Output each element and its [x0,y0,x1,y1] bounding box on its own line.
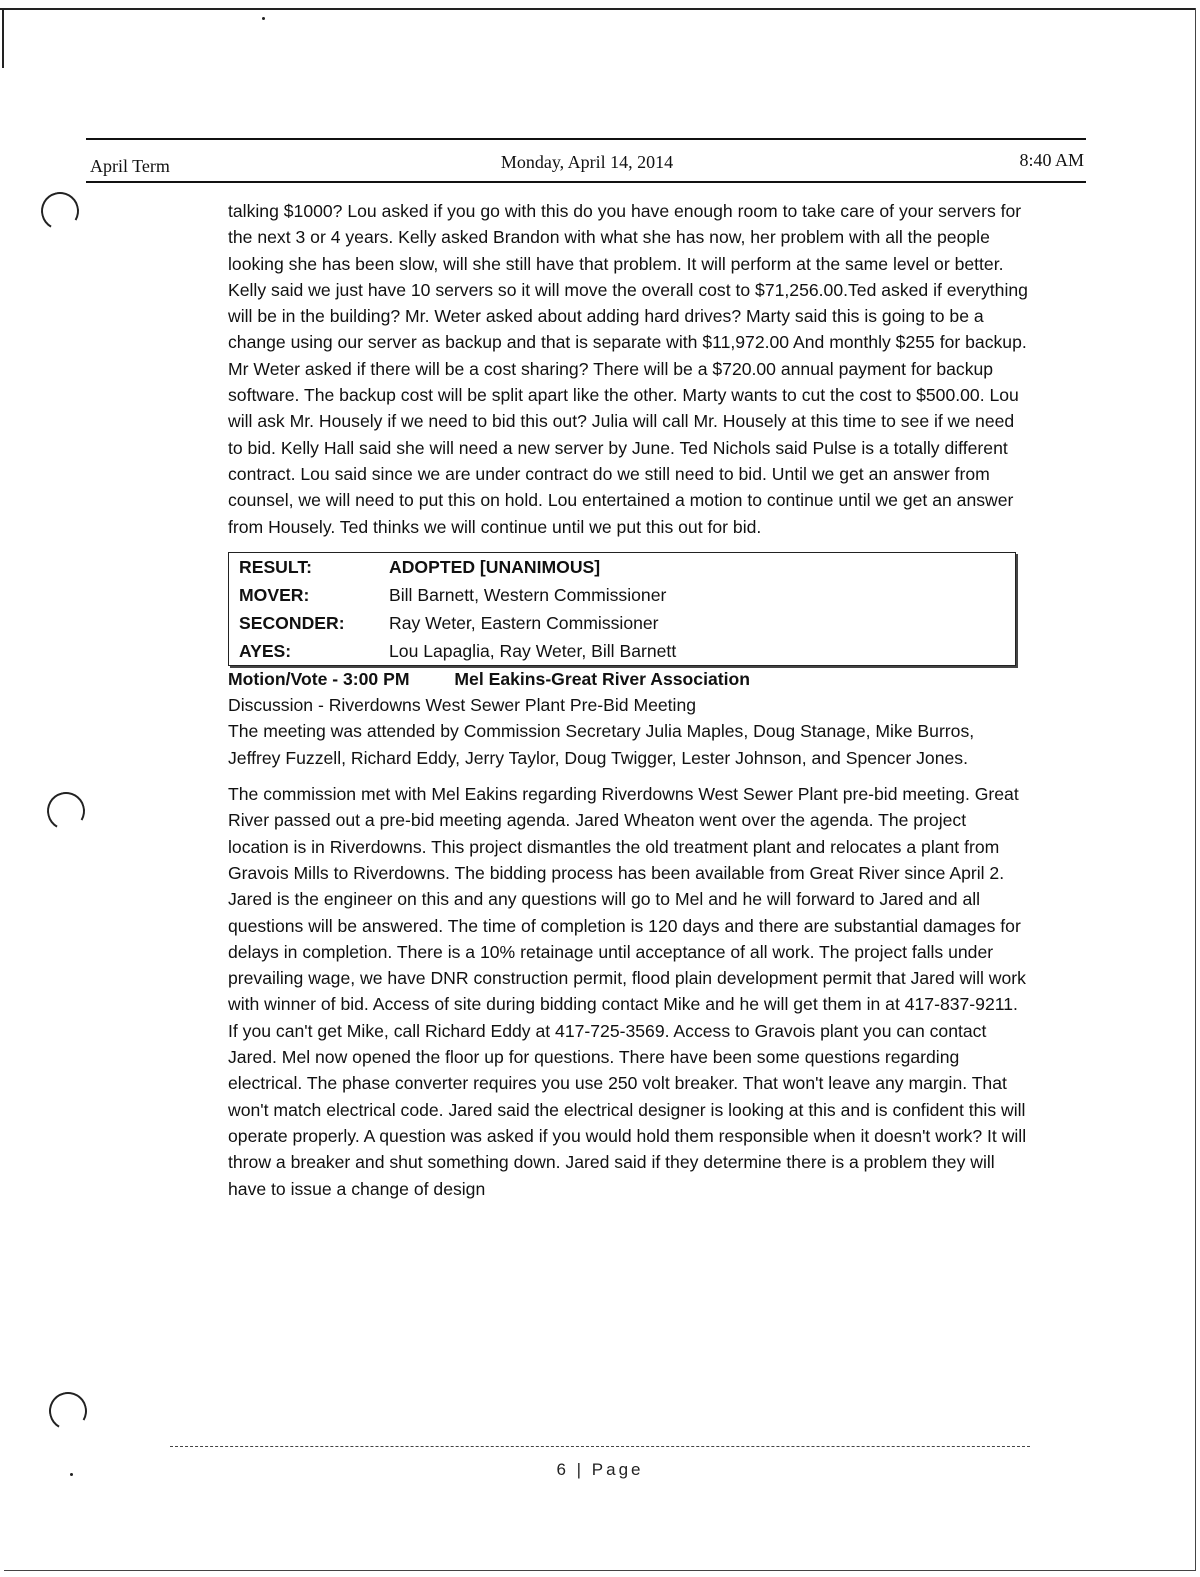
vote-row-ayes [229,637,1016,666]
attendance-paragraph: The meeting was attended by Commission Secretary Julia Maples, Doug Stanage, Mike Burros, Jeffrey Fuzzell, Richard Eddy, Jerry Taylor, Doug Twigger, Lester Johnson, and Spencer Jones. [228,721,975,768]
header-rule [86,138,1086,140]
vote-row-seconder [229,609,1016,637]
scan-edge-left [2,8,4,68]
header-date: Monday, April 14, 2014 [500,152,674,172]
vote-result-table [228,552,1016,666]
punch-hole-icon [45,1388,92,1435]
scan-speck [262,17,265,20]
seconder-label: SECONDER: [239,612,345,633]
ayes-label: AYES: [239,640,292,661]
page-header [90,150,1084,178]
header-time: 8:40 AM [1019,150,1084,170]
vote-row-mover [229,581,1016,609]
scan-edge-top [0,8,1196,10]
result-label: RESULT: [239,556,312,577]
result-value: ADOPTED [UNANIMOUS] [389,556,601,577]
seconder-value: Ray Weter, Eastern Commissioner [389,612,659,633]
scan-edge-right [1195,8,1196,1570]
scan-edge-bottom [4,1570,1196,1571]
page-number: 6 | Page [556,1460,644,1479]
meeting-paragraph: The commission met with Mel Eakins regarding Riverdowns West Sewer Plant pre-bid meeting. Great River passed out a pre-bid meeting agenda. Jared Wheaton went over the agenda. The project location is in Riverdowns. This project dismantles the old treatment plant and relocates a plant from Gravois Mills to Riverdowns. The bidding process has been available from Great River since April 2. Jared is the engineer on this and any questions will go to Mel and he will forward to Jared and all questions will be answered. The time of completion is 120 days and there are substantial damages for delays in completion. There is a 10% retainage until acceptance of all work. The project falls under prevailing wage, we have DNR construction permit, flood plain development permit that Jared will work with winner of bid. Access of site during bidding contact Mike and he will get them in at 417-837-9211. If you can't get Mike, call Richard Eddy at 417-725-3569. Access to Gravois plant you can contact Jared. Mel now opened the floor up for questions. There have been some questions regarding electrical. The phase converter requires you use 250 volt breaker. That won't leave any margin. That won't match electrical code. Jared said the electrical designer is looking at this and is confident this will operate properly. A question was asked if you would hold them responsible when it doesn't work? It will throw a breaker and shut something down. Jared said if they determine there is a problem they will have to issue a change of design [228,784,1027,1199]
mover-value: Bill Barnett, Western Commissioner [389,584,667,605]
continuation-paragraph: talking $1000? Lou asked if you go with this do you have enough room to take care of your servers for the next 3 or 4 years. Kelly asked Brandon with what she has now, her problem with all the people looking she has been slow, will she still have that problem. It will perform at the same level or better. Kelly said we just have 10 servers so it will move the overall cost to $71,256.00.Ted asked if everything will be in the building? Mr. Weter asked about adding hard drives? Marty said this is going to be a change using our server as backup and that is separate with $11,972.00 And monthly $255 for backup. Mr Weter asked if there will be a cost sharing? There will be a $720.00 annual payment for backup software. The backup cost will be split apart like the other. Marty wants to cut the cost to $500.00. Lou will ask Mr. Housely if we need to bid this out? Julia will call Mr. Housely at this time to see if we need to bid. Kelly Hall said she will need a new server by June. Ted Nichols said Pulse is a totally different contract. Lou said since we are under contract do we still need to bid. Until we get an answer from counsel, we will need to put this on hold. Lou entertained a motion to continue until we get an answer from Housely. Ted thinks we will continue until we put this out for bid. [228,201,1028,537]
punch-hole-icon [37,188,84,235]
vote-row-result [229,552,1016,581]
ayes-value: Lou Lapaglia, Ray Weter, Bill Barnett [389,640,677,661]
mover-label: MOVER: [239,584,310,605]
motion-title: Mel Eakins-Great River Association [454,668,750,689]
header-rule [86,181,1086,183]
discussion-line: Discussion - Riverdowns West Sewer Plant Pre-Bid Meeting [228,695,697,716]
header-term: April Term [90,156,170,176]
footer-rule [170,1446,1030,1447]
punch-hole-icon [43,788,90,835]
minutes-body [228,198,1028,1202]
motion-time: Motion/Vote - 3:00 PM [228,668,410,689]
motion-heading [228,666,1028,692]
